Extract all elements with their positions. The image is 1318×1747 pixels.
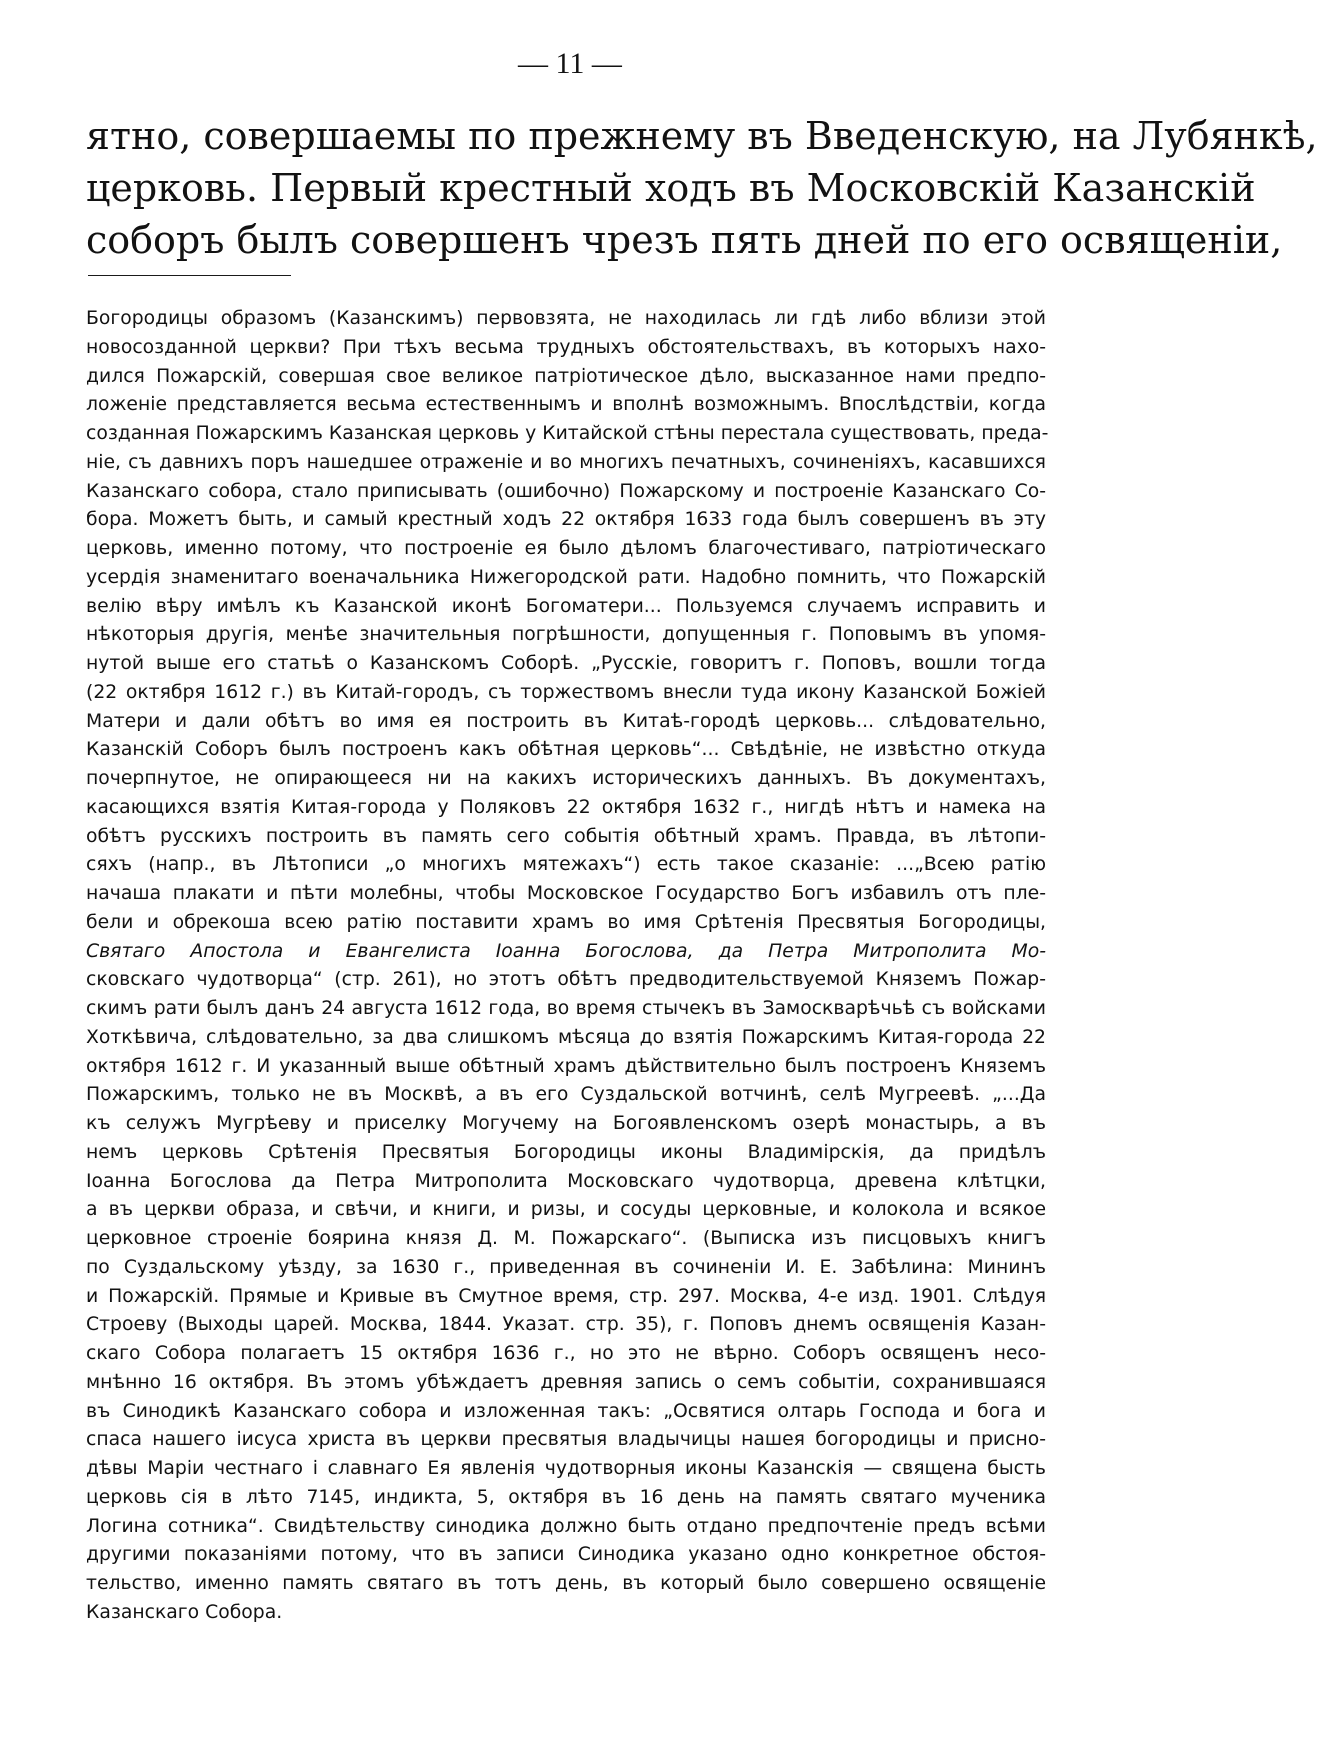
footnote-line: Хоткѣвича, слѣдовательно, за два слишкомъ мѣсяца до взятія Пожарскимъ Китая-города 22 xyxy=(86,1026,1046,1048)
footnote-line: Святаго Апостола и Евангелиста Іоанна Богослова, да Петра Митрополита Мо- xyxy=(86,940,1046,962)
footnote-line: октября 1612 г. И указанный выше обѣтный храмъ дѣйствительно былъ построенъ Княземъ xyxy=(86,1055,1046,1077)
footnote-line: велію вѣру имѣлъ къ Казанской иконѣ Богоматери... Пользуемся случаемъ исправить и xyxy=(86,595,1046,617)
footnote-line: сяхъ (напр., въ Лѣтописи „о многихъ мятежахъ“) есть такое сказаніе: ...„Всею ратію xyxy=(86,854,1046,876)
footnote-line: дѣвы Маріи честнаго і славнаго Ея явленія чудотворныя иконы Казанскія — священа бысть xyxy=(86,1458,1046,1479)
footnote-line: Казанскаго Собора. xyxy=(86,1601,283,1623)
footnote-line: Логина сотника“. Свидѣтельству синодика должно быть отдано предпочтеніе предъ всѣми xyxy=(86,1515,1046,1537)
footnote-line: тельство, именно память святаго въ тотъ день, въ который было совершено освященіе xyxy=(86,1573,1046,1594)
footnote-line: нутой выше его статьѣ о Казанскомъ Соборѣ. „Русскіе, говоритъ г. Поповъ, вошли тогда xyxy=(86,653,1046,674)
footnote-line: Казанскаго собора, стало приписывать (ошибочно) Пожарскому и построеніе Казанскаго Со- xyxy=(86,480,1046,502)
footnote-line: по Суздальскому уѣзду, за 1630 г., приведенная въ сочиненіи И. Е. Забѣлина: Мининъ xyxy=(86,1256,1046,1278)
footnote-line: ніе, съ давнихъ поръ нашедшее отраженіе и во многихъ печатныхъ, сочиненіяхъ, касавшихся xyxy=(86,451,1046,473)
footnote-line: мнѣнно 16 октября. Въ этомъ убѣждаетъ древняя запись о семъ событіи, сохранившаяся xyxy=(86,1371,1046,1393)
footnote-line: начаша плакати и пѣти молебны, чтобы Московское Государство Богъ избавилъ отъ пле- xyxy=(86,883,1046,904)
footnote-line: церковное строеніе боярина князя Д. М. Пожарскаго“. (Выписка изъ писцовыхъ книгъ xyxy=(86,1228,1046,1249)
footnote-line: бора. Можетъ быть, и самый крестный ходъ 22 октября 1633 года былъ совершенъ въ эту xyxy=(86,509,1046,531)
footnote-line: церковь, именно потому, что построеніе ея было дѣломъ благочестиваго, патріотическаго xyxy=(86,538,1046,559)
footnote-line: Матери и дали обѣтъ во имя ея построить въ Китаѣ-городѣ церковь... слѣдовательно, xyxy=(86,710,1046,732)
main-text-line: ятно, совершаемы по прежнему въ Введенскую, на Лубянкѣ, xyxy=(86,114,1318,158)
footnote-line: (22 октября 1612 г.) въ Китай-городъ, съ торжествомъ внесли туда икону Казанской Божіей xyxy=(86,681,1046,703)
footnote-line: другими показаніями потому, что въ записи Синодика указано одно конкретное обстоя- xyxy=(86,1544,1046,1566)
footnote-line: Казанскій Соборъ былъ построенъ какъ обѣтная церковь“... Свѣдѣніе, не извѣстно откуда xyxy=(86,739,1046,761)
footnote-text xyxy=(86,305,1049,1628)
footnote-line: Строеву (Выходы царей. Москва, 1844. Указат. стр. 35), г. Поповъ днемъ освященія Казан- xyxy=(86,1314,1046,1336)
footnote-divider xyxy=(88,275,291,276)
footnote-line: спаса нашего іисуса христа въ церкви пресвятыя владычицы нашея богородицы и присно- xyxy=(86,1429,1046,1451)
footnote-line: церковь сія в лѣто 7145, индикта, 5, октября въ 16 день на память святаго мученика xyxy=(86,1486,1046,1508)
footnote-line: Пожарскимъ, только не въ Москвѣ, а въ его Суздальской вотчинѣ, селѣ Мугреевѣ. „...Да xyxy=(86,1084,1046,1106)
footnote-line: а въ церкви образа, и свѣчи, и книги, и ризы, и сосуды церковные, и колокола и всякое xyxy=(86,1199,1046,1221)
footnote-line: усердія знаменитаго военачальника Нижегородской рати. Надобно помнить, что Пожарскій xyxy=(86,566,1046,588)
footnote-line: дился Пожарскій, совершая свое великое патріотическое дѣло, высказанное нами предпо- xyxy=(86,365,1046,387)
footnote-line: немъ церковь Срѣтенія Пресвятыя Богородицы иконы Владимірскія, да придѣлъ xyxy=(86,1141,1046,1163)
footnote-line: скимъ рати былъ данъ 24 августа 1612 года, во время стычекъ въ Замоскварѣчьѣ съ войсками xyxy=(86,998,1046,1019)
footnote-line: Іоанна Богослова да Петра Митрополита Московскаго чудотворца, древена клѣтцки, xyxy=(86,1170,1046,1192)
footnote-line: скаго Собора полагаетъ 15 октября 1636 г., но это не вѣрно. Соборъ освященъ несо- xyxy=(86,1343,1046,1364)
footnote-line: новосозданной церкви? При тѣхъ весьма трудныхъ обстоятельствахъ, въ которыхъ нахо- xyxy=(86,336,1046,358)
footnote-line: касающихся взятія Китая-города у Поляковъ 22 октября 1632 г., нигдѣ нѣтъ и намека на xyxy=(86,796,1046,818)
footnote-line: ложеніе представляется весьма естественнымъ и вполнѣ возможнымъ. Впослѣдствіи, когда xyxy=(86,394,1046,416)
footnote-line: Богородицы образомъ (Казанскимъ) первовзята, не находилась ли гдѣ либо вблизи этой xyxy=(86,308,1046,329)
footnote-line: созданная Пожарскимъ Казанская церковь у Китайской стѣны перестала существовать, преда- xyxy=(86,423,1049,444)
footnote-line: обѣтъ русскихъ построить въ память сего событія обѣтный храмъ. Правда, въ лѣтопи- xyxy=(86,825,1046,847)
main-text xyxy=(86,110,1318,266)
footnote-line: почерпнутое, не опирающееся ни на какихъ историческихъ данныхъ. Въ документахъ, xyxy=(86,768,1046,789)
footnote-line: и Пожарскій. Прямые и Кривые въ Смутное время, стр. 297. Москва, 4-е изд. 1901. Слѣдуя xyxy=(86,1285,1046,1307)
footnote-line: нѣкоторыя другія, менѣе значительныя погрѣшности, допущенныя г. Поповымъ въ упомя- xyxy=(86,624,1046,646)
page-number: — 11 — xyxy=(518,47,622,80)
footnote-line: въ Синодикѣ Казанскаго собора и изложенная такъ: „Освятися олтарь Господа и бога и xyxy=(86,1400,1046,1422)
main-text-line: церковь. Первый крестный ходъ въ Московскій Казанскій xyxy=(86,166,1256,210)
footnote-line: сковскаго чудотворца“ (стр. 261), но этотъ обѣтъ предводительствуемой Княземъ Пожар- xyxy=(86,969,1046,991)
footnote-line: бели и обрекоша всею ратію поставити храмъ во имя Срѣтенія Пресвятыя Богородицы, xyxy=(86,911,1046,933)
footnote-line: къ селужъ Мугрѣеву и приселку Могучему на Богоявленскомъ озерѣ монастырь, а въ xyxy=(86,1113,1046,1134)
main-text-line: соборъ былъ совершенъ чрезъ пять дней по его освященіи, xyxy=(86,218,1283,262)
